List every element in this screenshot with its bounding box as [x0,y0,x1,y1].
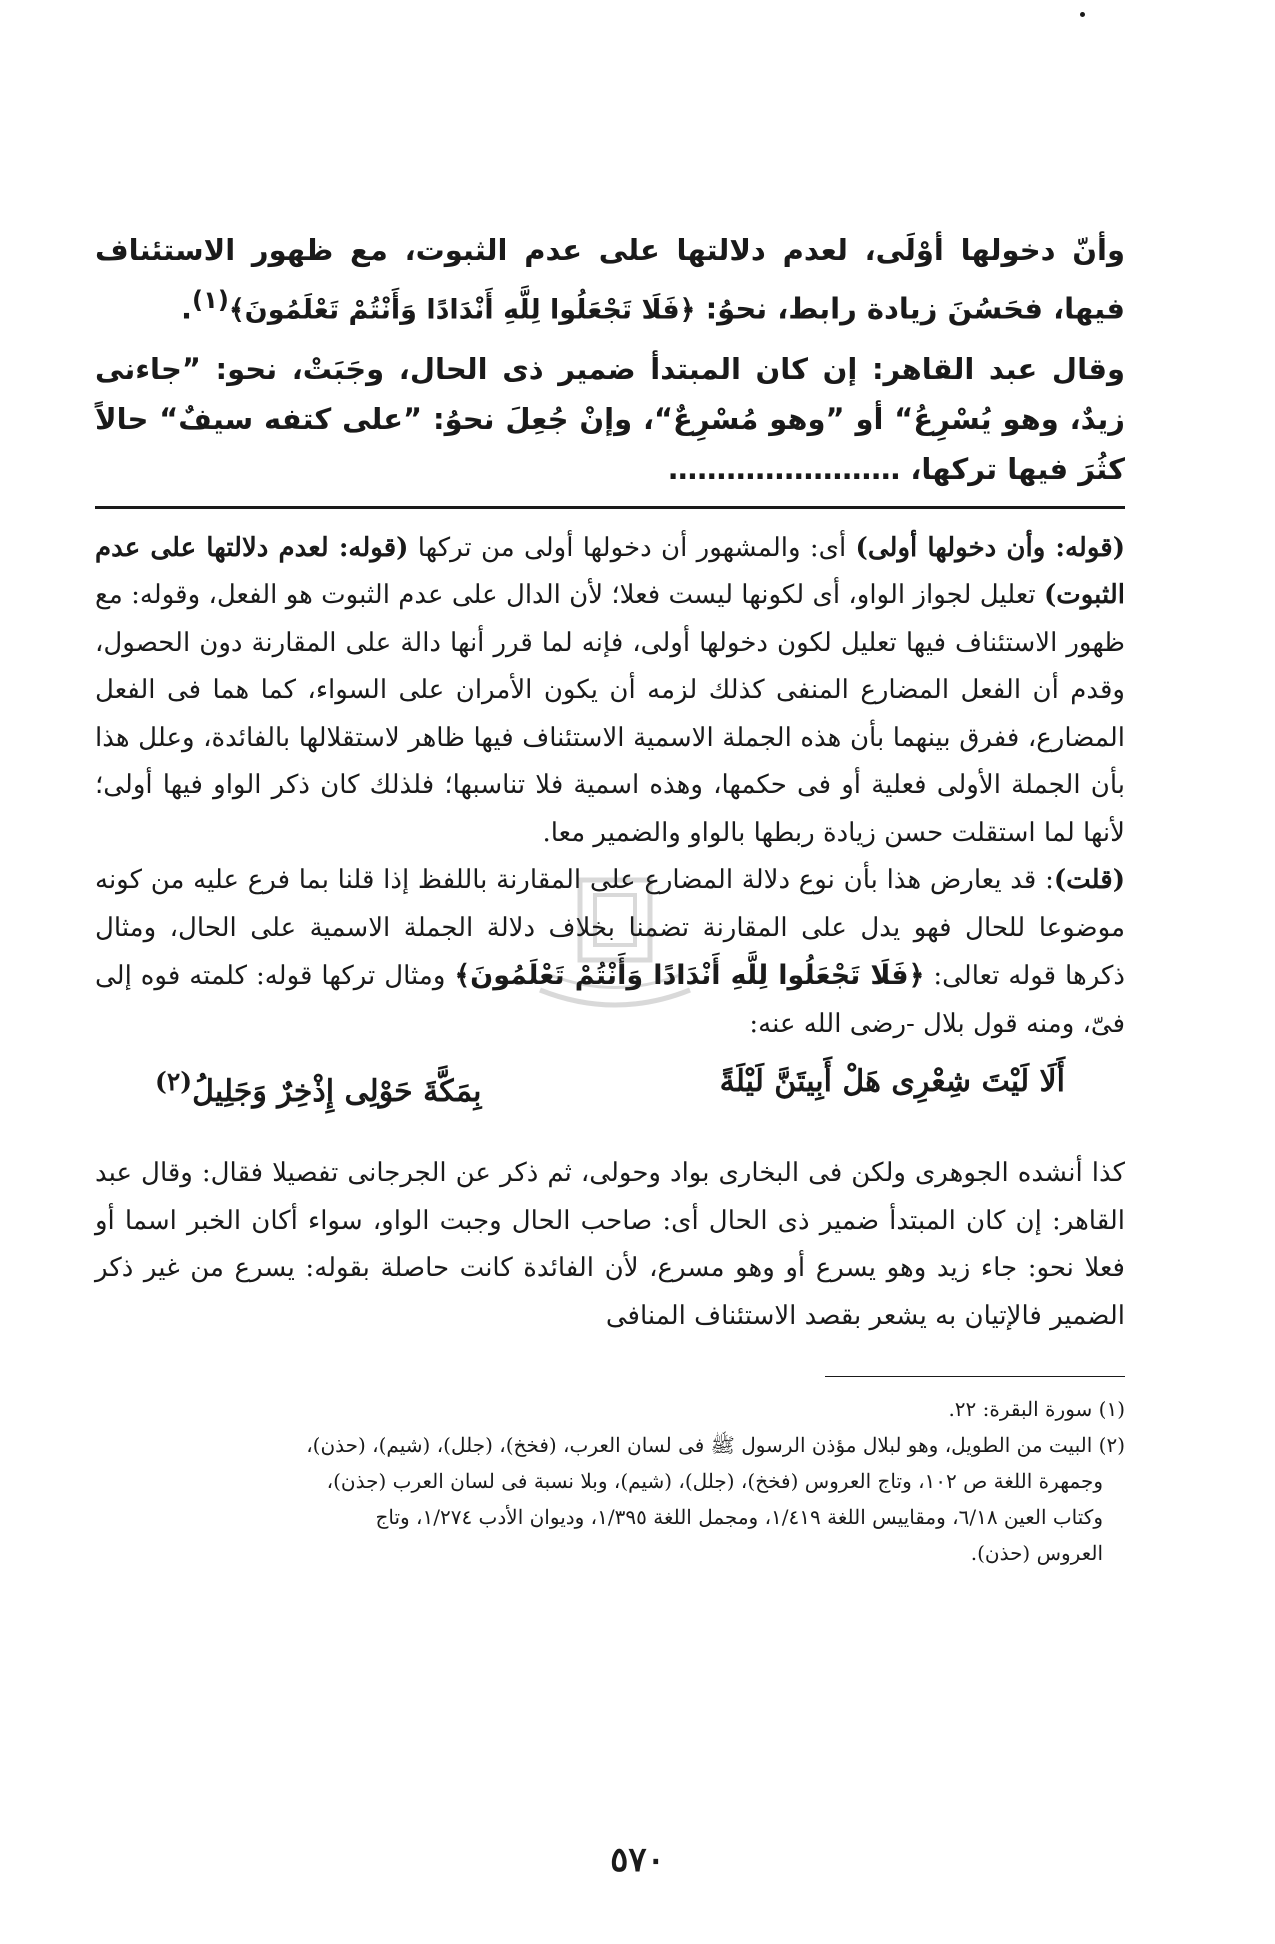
section-divider [95,506,1125,509]
footnote-2-line-3: وكتاب العين ٦/١٨، ومقاييس اللغة ١/٤١٩، ومجمل اللغة ١/٣٩٥، وديوان الأدب ١/٢٧٤، وتاج [375,1505,1103,1530]
commentary-text-1: أى: والمشهور أن دخولها أولى من تركها [408,532,856,563]
commentary-label-1: (قوله: وأن دخولها أولى) [855,532,1125,563]
footnote-2-line-4: العروس (حذن). [970,1541,1103,1566]
commentary-text-2: تعليل لجواز الواو، أى لكونها ليست فعلا؛ لأن الدال على عدم الثبوت هو الفعل، وقوله: مع ظهور الاستئناف فيها تعليل لكون دخولها أولى، فإنه لما قرر أنها دالة على المقارنة دون الحصول، وقدم أن الفعل المضارع المنفى كذلك لزمه أن يكون الأمران على السواء، كما هما فى الفعل المضارع، ففرق بينهما بأن هذه الجملة الاسمية الاستئناف فيها ظاهر لاستقلالها بالفائدة، وعلل هذا بأن الجملة الأولى فعلية أو فى حكمها، وهذه اسمية فلا تناسبها؛ فلذلك كان ذكر الواو فيها أولى؛ لأنها لما استقلت حسن زيادة ربطها بالواو والضمير معا. [95,580,1125,848]
main-paragraph-2 [95,344,1125,494]
poem-hemistich-left: بِمَكَّةَ حَوْلِى إِذْخِرٌ وَجَلِيلُ [192,1074,482,1110]
page-number: ٥٧٠ [610,1840,665,1880]
poem-hemistich-right: أَلَا لَيْتَ شِعْرِى هَلْ أَبِيتَنَّ لَيْلَةً [719,1064,1065,1100]
commentary-text-3: : قد يعارض هذا بأن نوع دلالة المضارع على المقارنة باللفظ إذا قلنا بما فرع عليه من كونه موضوعا للحال فهو يدل على المقارنة تضمنا بخلاف دلالة الجملة الاسمية على الحال، ومثال ذكرها قوله تعالى: [95,865,1125,992]
footnote-ref-1: (١) [192,286,229,314]
commentary-text-5: كذا أنشده الجوهرى ولكن فى البخارى بواد وحولى، ثم ذكر عن الجرجانى تفصيلا فقال: وقال عبد القاهر: إن كان المبتدأ ضمير ذى الحال أى: صاحب الحال وجبت الواو، سواء أكان الخبر اسما أو فعلا نحو: جاء زيد وهو يسرع أو وهو مسرع، لأن الفائدة كانت حاصلة بقوله: يسرع من غير ذكر الضمير فالإتيان به يشعر بقصد الاستئناف المنافى [95,1158,1125,1331]
footnote-2-line-1: (٢) البيت من الطويل، وهو لبلال مؤذن الرسول ﷺ فى لسان العرب، (فخخ)، (جلل)، (شيم)، (حذن)، [306,1433,1125,1458]
commentary-paragraph-3 [95,1150,1125,1340]
main-p2-line3: تركها، [910,451,998,486]
footnotes [95,1391,1125,1571]
main-p2-line2: وهو يُسْرِعُ“ أو ”وهو مُسْرِعٌ“، وإنْ جُعِلَ نحوُ: ”على كتفه سيفٌ“ حالاً كثُرَ فيها [95,401,1125,486]
commentary-paragraph-1 [95,525,1125,858]
commentary-label-2: (قوله: لعدم دلالتها على عدم الثبوت) [95,532,1125,611]
main-text [95,225,1125,494]
main-p1-line2: فحَسُنَ زيادة رابط، نحوُ: [705,291,1043,326]
watermark-stamp-icon [520,870,710,1020]
poem-hemistich-left-wrap [155,1054,482,1120]
main-p1-line1: وأنّ دخولها أوْلَى، لعدم دلالتها على عدم الثبوت، مع ظهور الاستئناف فيها، [95,233,1125,326]
top-speck [1080,12,1085,17]
ellipsis-dots: …………………… [668,451,901,486]
quran-verse-commentary: ﴿فَلَا تَجْعَلُوا لِلَّهِ أَنْدَادًا وَأَنْتُمْ تَعْلَمُونَ﴾ [454,960,925,992]
footnote-1: (١) سورة البقرة: ٢٢. [948,1397,1125,1422]
quran-verse: ﴿فَلَا تَجْعَلُوا لِلَّهِ أَنْدَادًا وَأَنْتُمْ تَعْلَمُونَ﴾ [228,294,696,326]
main-p1-end: . [180,291,193,326]
commentary-label-qult: (قلت) [1053,865,1125,896]
main-paragraph-1 [95,225,1125,336]
commentary-text-4: ومثال تركها قوله: كلمته فوه إلى فىّ، ومنه قول بلال -رضى الله عنه: [95,961,1125,1039]
footnote-2-line-2: وجمهرة اللغة ص ١٠٢، وتاج العروس (فخخ)، (جلل)، (شيم)، وبلا نسبة فى لسان العرب (جذن)، [326,1469,1103,1494]
footnote-ref-2: (٢) [155,1067,193,1097]
main-p2-line1: وقال عبد القاهر: إن كان المبتدأ ضمير ذى الحال، وجَبَتْ، نحو: ”جاءنى زيدٌ، [95,351,1125,436]
footnote-rule [825,1376,1125,1377]
poem-verse [155,1054,1065,1120]
